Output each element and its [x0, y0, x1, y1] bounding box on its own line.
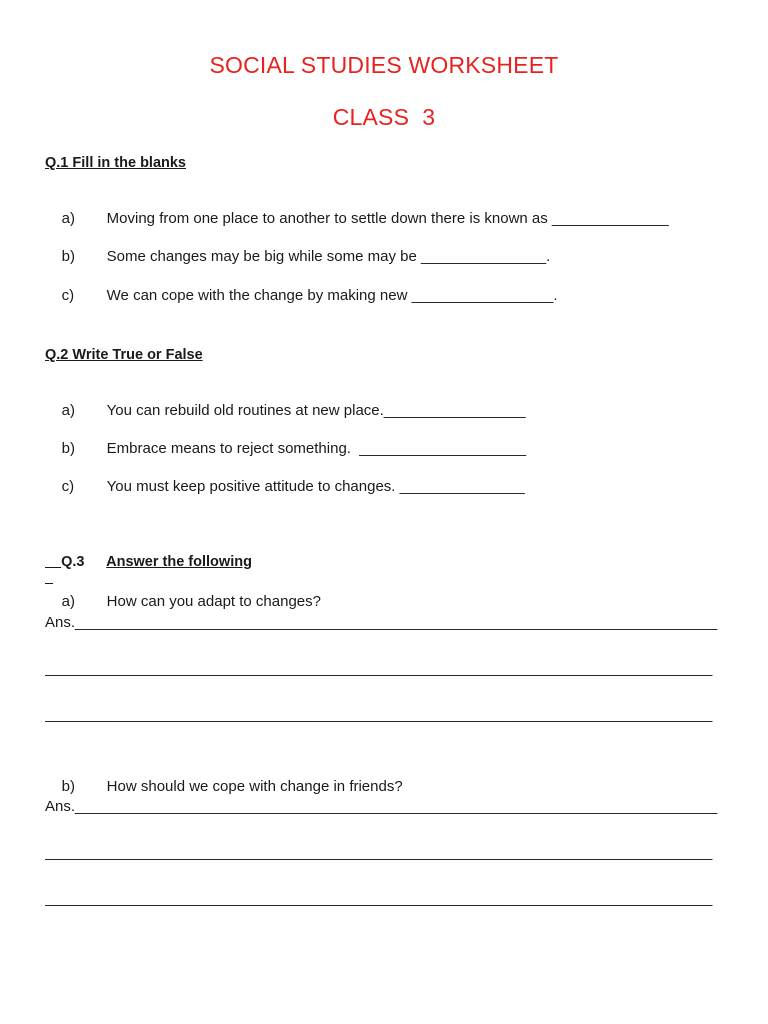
answer-line[interactable]: Ans._____________________________________________________________________________: [45, 614, 718, 631]
item-label: b): [61, 248, 76, 265]
q2-item-c: [45, 461, 525, 512]
item-text: How should we cope with change in friends?: [106, 778, 403, 795]
item-label: c): [61, 478, 75, 495]
q2-heading: Q.2 Write True or False: [45, 347, 203, 363]
class-label: CLASS 3: [332, 104, 436, 130]
item-label: b): [61, 440, 76, 457]
answer-blank-line[interactable]: ________________________________________________________________________________: [45, 660, 713, 677]
answer-blank-line[interactable]: ________________________________________________________________________________: [45, 706, 713, 723]
item-text: We can cope with the change by making new _________________.: [106, 287, 558, 304]
q3-number: Q.3: [61, 554, 85, 570]
q3-heading-text: Answer the following: [106, 554, 252, 570]
answer-blank-line[interactable]: ________________________________________________________________________________: [45, 844, 713, 861]
item-label: a): [61, 210, 76, 227]
item-label: a): [61, 402, 76, 419]
item-label: b): [61, 778, 76, 795]
item-text: Moving from one place to another to settle down there is known as ______________: [106, 210, 669, 227]
item-text: How can you adapt to changes?: [106, 593, 321, 610]
q1-heading: Q.1 Fill in the blanks: [45, 155, 186, 171]
item-text: Embrace means to reject something. ____________________: [106, 440, 527, 457]
answer-blank-line[interactable]: ________________________________________________________________________________: [45, 890, 713, 907]
item-text: Some changes may be big while some may be _______________.: [106, 248, 551, 265]
item-label: a): [61, 593, 76, 610]
item-label: c): [61, 287, 75, 304]
q1-item-c: [45, 270, 558, 321]
worksheet-title: SOCIAL STUDIES WORKSHEET: [209, 52, 559, 78]
item-text: You must keep positive attitude to changes. _______________: [106, 478, 525, 495]
item-text: You can rebuild old routines at new place._________________: [106, 402, 526, 419]
answer-line[interactable]: Ans._____________________________________________________________________________: [45, 798, 718, 815]
